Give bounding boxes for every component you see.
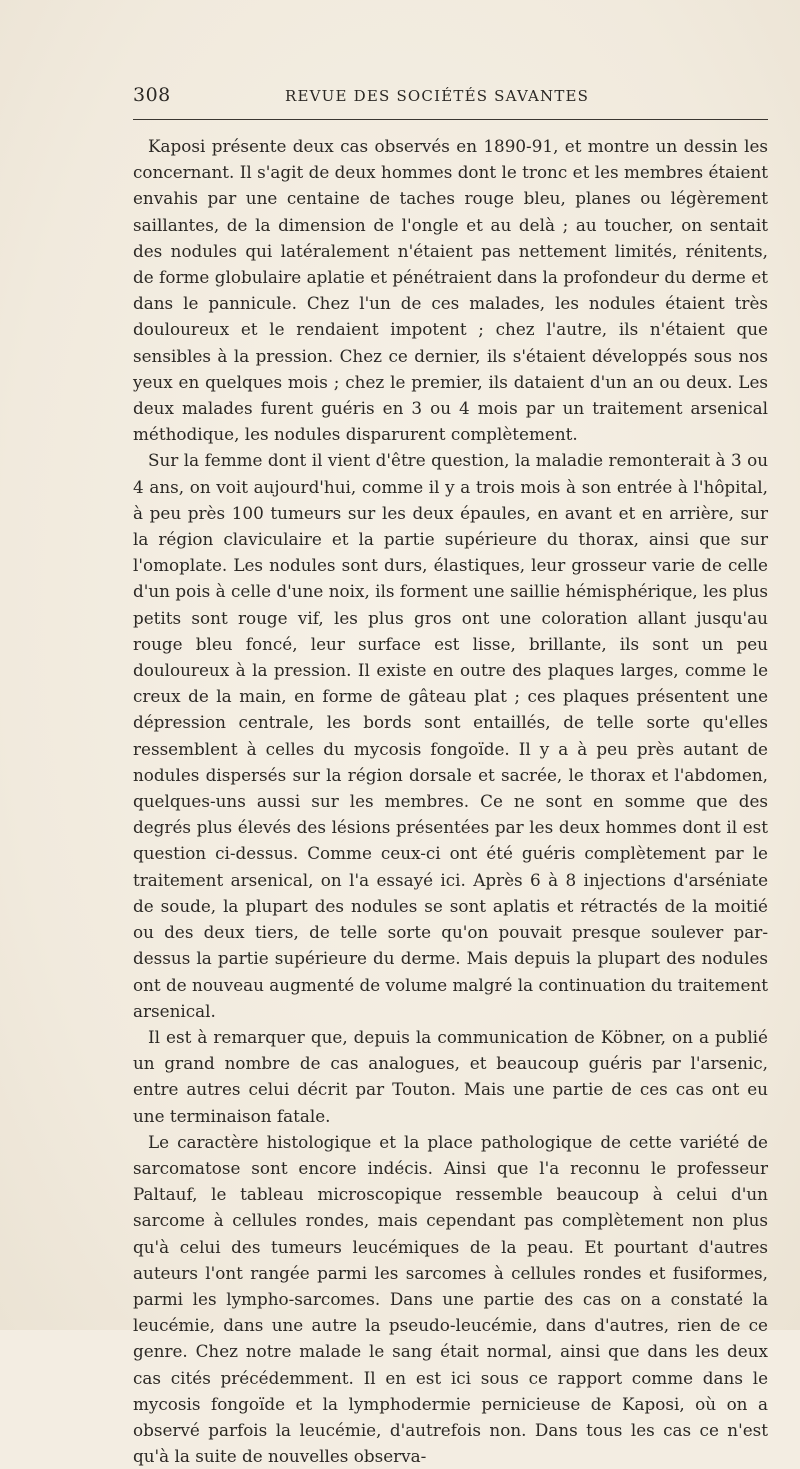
paragraph: Il est à remarquer que, depuis la communication de Köbner, on a publié un grand nombre de cas analogues, et beaucoup guéris par l'arsenic, entre autres celui décrit par Touton. Mais une partie de ces cas ont eu une terminaison fatale. [133, 1026, 768, 1126]
page-header [133, 84, 768, 110]
body-text [133, 133, 768, 1469]
paragraph: Kaposi présente deux cas observés en 1890-91, et montre un dessin les concernant. Il s'agit de deux hommes dont le tronc et les membres étaient envahis par une centaine de taches rouge bleu, planes ou légèrement saillantes, de la dimension de l'ongle et au delà ; au toucher, on sentait des nodules qui latéralement n'étaient pas nettement limités, rénitents, de forme globulaire aplatie et pénétraient dans la profondeur du derme et dans le pannicule. Chez l'un de ces malades, les nodules étaient très douloureux et le rendaient impotent ; chez l'autre, ils n'étaient que sensibles à la pression. Chez ce dernier, ils s'étaient développés sous nos yeux en quelques mois ; chez le premier, ils dataient d'un an ou deux. Les deux malades furent guéris en 3 ou 4 mois par un traitement arsenical méthodique, les nodules disparurent complètement. [133, 136, 768, 445]
header-rule [133, 119, 768, 120]
running-title: REVUE DES SOCIÉTÉS SAVANTES [285, 87, 590, 105]
paragraph: Le caractère histologique et la place pathologique de cette variété de sarcomatose sont encore indécis. Ainsi que l'a reconnu le professeur Paltauf, le tableau microscopique ressemble beaucoup à celui d'un sarcome à cellules rondes, mais cependant pas complètement non plus qu'à celui des tumeurs leucémiques de la peau. Et pourtant d'autres auteurs l'ont rangée parmi les sarcomes à cellules rondes et fusiformes, parmi les lympho-sarcomes. Dans une partie des cas on a constaté la leucémie, dans une autre la pseudo-leucémie, dans d'autres, rien de ce genre. Chez notre malade le sang était normal, ainsi que dans les deux cas cités précédemment. Il en est ici sous ce rapport comme dans le mycosis fongoïde et la lymphodermie pernicieuse de Kaposi, où on a observé parfois la leucémie, d'autrefois non. Dans tous les cas ce n'est qu'à la suite de nouvelles observa- [133, 1131, 768, 1467]
page-number: 308 [133, 84, 171, 106]
paragraph: Sur la femme dont il vient d'être question, la maladie remonterait à 3 ou 4 ans, on voit aujourd'hui, comme il y a trois mois à son entrée à l'hôpital, à peu près 100 tumeurs sur les deux épaules, en avant et en arrière, sur la région claviculaire et la partie supérieure du thorax, ainsi que sur l'omoplate. Les nodules sont durs, élastiques, leur grosseur varie de celle d'un pois à celle d'une noix, ils forment une saillie hémisphérique, les plus petits sont rouge vif, les plus gros ont une coloration allant jusqu'au rouge bleu foncé, leur surface est lisse, brillante, ils sont un peu douloureux à la pression. Il existe en outre des plaques larges, comme le creux de la main, en forme de gâteau plat ; ces plaques présentent une dépression centrale, les bords sont entaillés, de telle sorte qu'elles ressemblent à celles du mycosis fongoïde. Il y a à peu près autant de nodules dispersés sur la région dorsale et sacrée, le thorax et l'abdomen, quelques-uns aussi sur les membres. Ce ne sont en somme que des degrés plus élevés des lésions présentées par les deux hommes dont il est question ci-dessus. Comme ceux-ci ont été guéris complètement par le traitement arsenical, on l'a essayé ici. Après 6 à 8 injections d'arséniate de soude, la plupart des nodules se sont aplatis et rétractés de la moitié ou des deux tiers, de telle sorte qu'on pouvait presque soulever par-dessus la partie supérieure du derme. Mais depuis la plupart des nodules ont de nouveau augmenté de volume malgré la continuation du traitement arsenical. [133, 450, 768, 1021]
